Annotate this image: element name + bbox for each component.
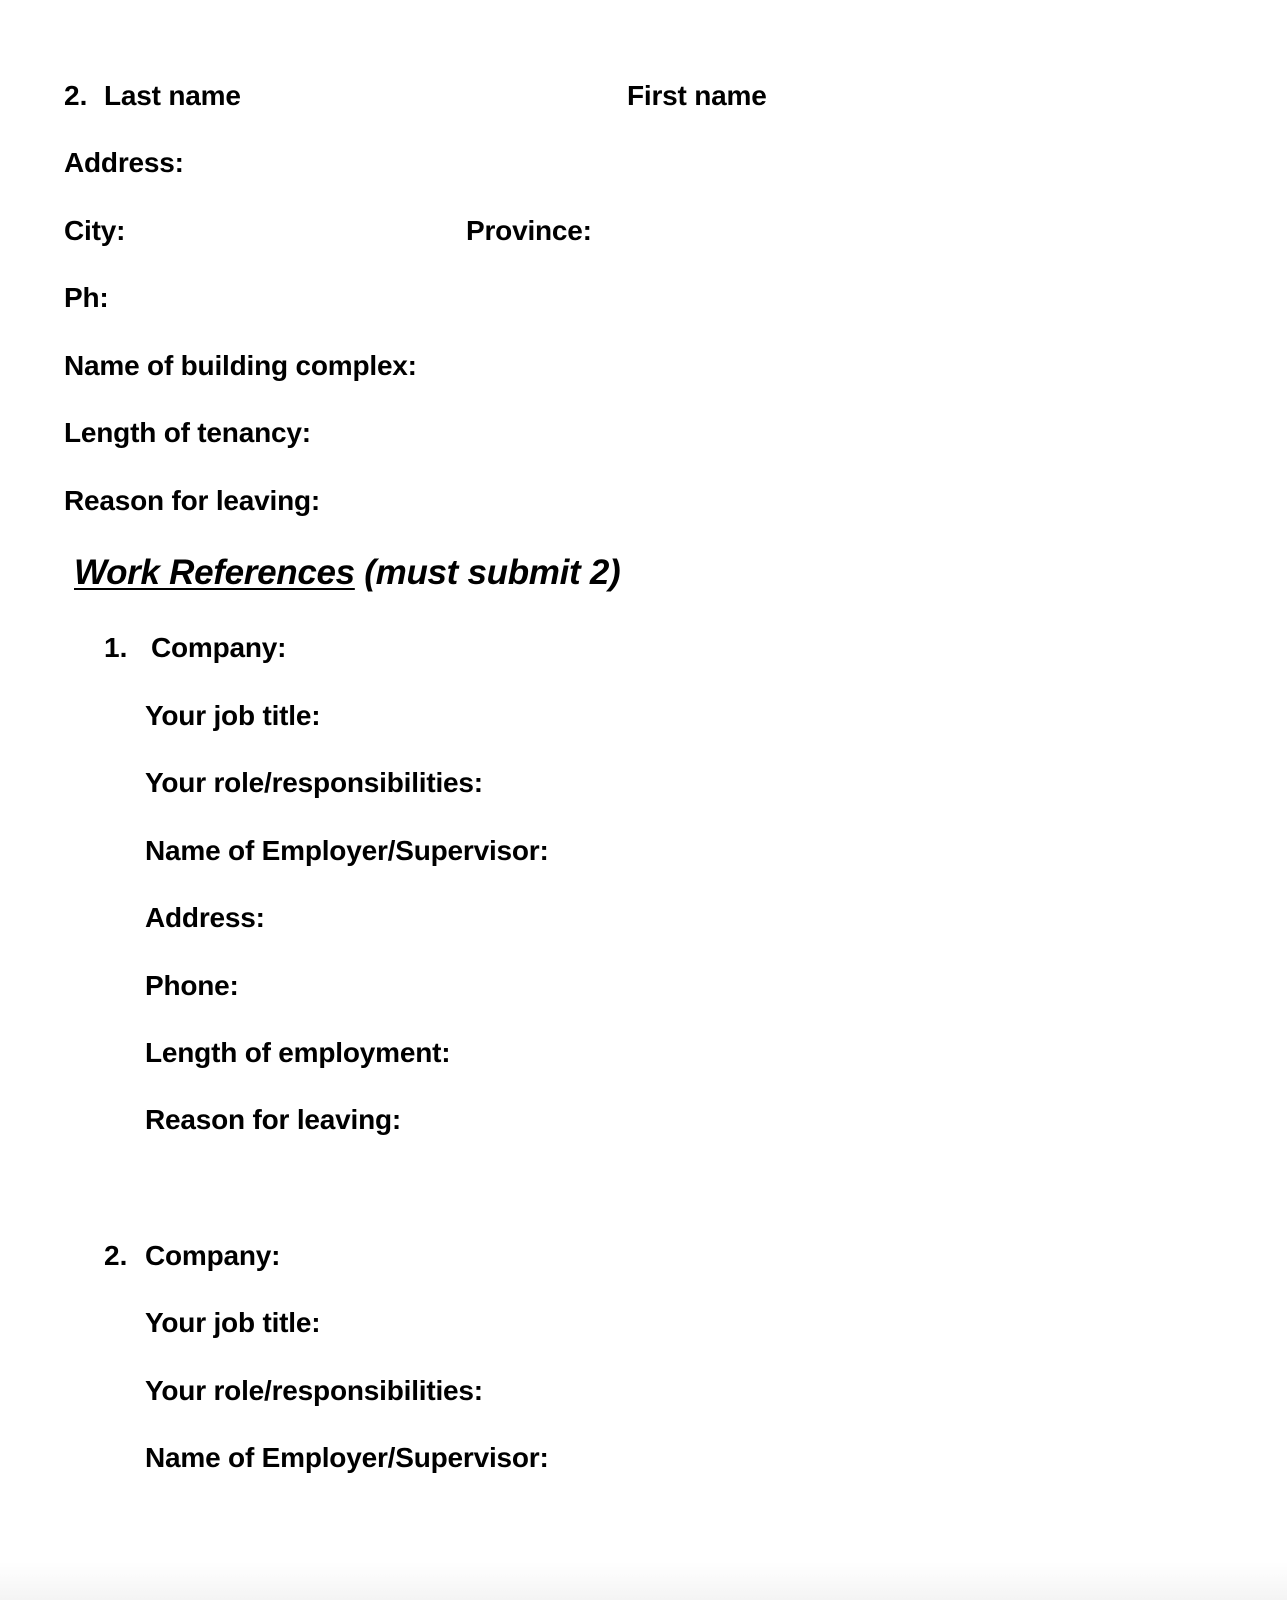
- section-number: 2.: [64, 80, 88, 111]
- last-name-label: Last name: [104, 80, 241, 111]
- reference-1-leaving-label: Reason for leaving:: [145, 1104, 402, 1135]
- reference-1-length-label: Length of employment:: [145, 1037, 451, 1068]
- work-references-title: Work References: [74, 553, 355, 592]
- reference-1-role-label: Your role/responsibilities:: [145, 767, 483, 798]
- reference-1-job-title-label: Your job title:: [145, 700, 321, 731]
- reference-2-number: 2.: [104, 1240, 128, 1271]
- building-complex-label: Name of building complex:: [64, 350, 417, 381]
- address-label: Address:: [64, 147, 184, 178]
- reference-1-address-label: Address:: [145, 902, 265, 933]
- work-references-note: (must submit 2): [364, 553, 621, 592]
- reason-for-leaving-label: Reason for leaving:: [64, 485, 321, 516]
- province-label: Province:: [466, 215, 592, 246]
- reference-1-employer-label: Name of Employer/Supervisor:: [145, 835, 549, 866]
- reference-2-company-label: Company:: [145, 1240, 281, 1271]
- reference-2-job-title-label: Your job title:: [145, 1307, 321, 1338]
- length-of-tenancy-label: Length of tenancy:: [64, 417, 311, 448]
- first-name-label: First name: [627, 80, 767, 111]
- city-label: City:: [64, 215, 126, 246]
- work-references-heading: [74, 552, 620, 594]
- reference-2-role-label: Your role/responsibilities:: [145, 1375, 483, 1406]
- phone-label: Ph:: [64, 282, 109, 313]
- reference-2-employer-label: Name of Employer/Supervisor:: [145, 1442, 549, 1473]
- page-bottom-edge: [0, 1562, 1287, 1600]
- reference-1-phone-label: Phone:: [145, 970, 239, 1001]
- reference-1-company-label: Company:: [151, 632, 287, 663]
- reference-1-number: 1.: [104, 632, 128, 663]
